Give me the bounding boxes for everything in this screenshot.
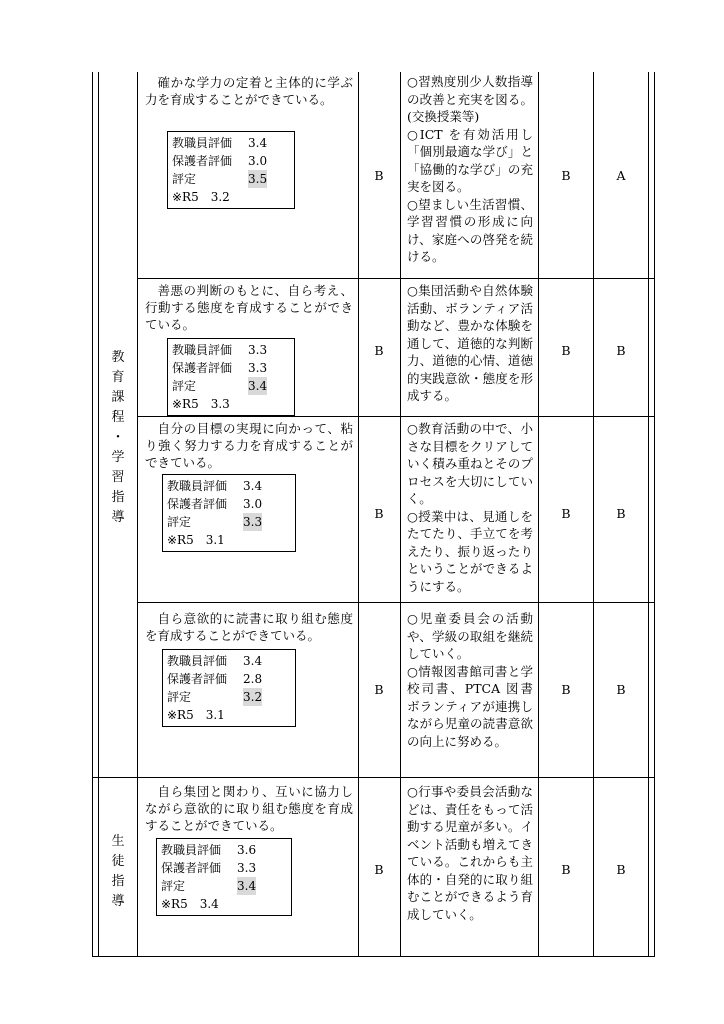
previous-score: ※R5 3.2 bbox=[172, 190, 230, 204]
measure-item: ○望ましい生活習慣、学習習慣の形成に向け、家庭への啓発を続ける。 bbox=[407, 196, 533, 264]
grade3-1: A bbox=[616, 168, 626, 183]
ratings-box-2 bbox=[167, 338, 295, 416]
grade1-1: B bbox=[374, 168, 384, 183]
outer-left-border-inner bbox=[98, 72, 99, 957]
outer-right-border bbox=[654, 72, 655, 957]
category-char: 程 bbox=[111, 410, 125, 425]
score-label: 評定 bbox=[167, 690, 192, 704]
criterion-text: 善悪の判断のもとに、自ら考え、行動する態度を育成することができている。 bbox=[145, 283, 353, 332]
parent-rating: 3.0 bbox=[243, 497, 263, 511]
staff-label: 教職員評価 bbox=[167, 654, 228, 668]
staff-rating: 3.3 bbox=[248, 343, 268, 357]
staff-rating: 3.6 bbox=[237, 843, 257, 857]
grade1-2: B bbox=[374, 343, 384, 358]
category-curriculum bbox=[110, 348, 126, 528]
staff-label: 教職員評価 bbox=[161, 843, 222, 857]
row-divider-3 bbox=[137, 602, 655, 603]
ratings-box-5 bbox=[156, 838, 292, 916]
previous-score: ※R5 3.3 bbox=[172, 397, 230, 411]
category-char: 教 bbox=[111, 350, 125, 365]
measure-item: ○集団活動や自然体験活動、ボランティア活動など、豊かな体験を通して、道徳的な判断力、道徳的心情、道徳的実践意欲・態度を形成する。 bbox=[407, 283, 533, 403]
ratings-box-4 bbox=[162, 649, 296, 727]
parent-label: 保護者評価 bbox=[167, 672, 228, 686]
measures-2 bbox=[407, 282, 533, 405]
grade3-3: B bbox=[616, 506, 626, 521]
parent-label: 保護者評価 bbox=[167, 497, 228, 511]
row-divider-1 bbox=[137, 278, 655, 279]
criterion-1 bbox=[145, 74, 353, 108]
measure-item: ○児童委員会の活動や、学級の取組を継続していく。 bbox=[407, 611, 533, 661]
previous-score: ※R5 3.1 bbox=[167, 533, 225, 547]
ratings-box-1 bbox=[167, 131, 295, 209]
parent-label: 保護者評価 bbox=[172, 361, 233, 375]
grade2-1: B bbox=[561, 168, 571, 183]
measures-3 bbox=[407, 420, 533, 595]
row-divider-2 bbox=[137, 416, 655, 417]
ratings-box-3 bbox=[162, 474, 296, 552]
grade3-2: B bbox=[616, 343, 626, 358]
measure-item: ○ICT を有効活用し「個別最適な学び」と「協働的な学び」の充実を図る。 bbox=[407, 126, 533, 194]
measure-item: ○教育活動の中で、小さな目標をクリアしていく積み重ねとそのプロセスを大切にしていく。 bbox=[407, 421, 533, 506]
category-char: 導 bbox=[111, 894, 125, 909]
measures-divider bbox=[538, 72, 539, 957]
category-char: 指 bbox=[111, 874, 125, 889]
category-char: 生 bbox=[111, 834, 125, 849]
staff-label: 教職員評価 bbox=[172, 136, 233, 150]
criterion-4 bbox=[145, 610, 353, 644]
overall-score: 3.4 bbox=[248, 379, 268, 393]
overall-score: 3.4 bbox=[237, 879, 257, 893]
score-label: 評定 bbox=[161, 879, 186, 893]
criterion-text: 自ら集団と関わり、互いに協力しながら意欲的に取り組む態度を育成することができている。 bbox=[145, 784, 353, 833]
category-guidance bbox=[110, 832, 126, 912]
overall-score: 3.3 bbox=[243, 515, 263, 529]
category-char: 徒 bbox=[111, 854, 125, 869]
parent-rating: 3.3 bbox=[248, 361, 268, 375]
criterion-5 bbox=[145, 783, 353, 834]
grade2-divider bbox=[593, 72, 594, 957]
grade1-4: B bbox=[374, 682, 384, 697]
grade1-divider bbox=[400, 72, 401, 957]
category-char: ・ bbox=[111, 430, 125, 445]
staff-rating: 3.4 bbox=[243, 479, 263, 493]
grade3-5: B bbox=[616, 862, 626, 877]
grade1-5: B bbox=[374, 862, 384, 877]
grade2-5: B bbox=[561, 862, 571, 877]
category-char: 課 bbox=[111, 390, 125, 405]
previous-score: ※R5 3.1 bbox=[167, 708, 225, 722]
staff-rating: 3.4 bbox=[248, 136, 268, 150]
measure-item: ○情報図書館司書と学校司書、PTCA 図書ボランティアが連携しながら児童の読書意欲の向上に努める。 bbox=[407, 663, 533, 749]
parent-rating: 2.8 bbox=[243, 672, 263, 686]
category-char: 育 bbox=[111, 370, 125, 385]
measure-item: ○習熟度別少人数指導の改善と充実を図る。(交換授業等) bbox=[407, 74, 533, 124]
measure-item: ○授業中は、見通しをたてたり、手立てを考えたり、振り返ったりということができるようにする。 bbox=[407, 508, 533, 594]
grade2-4: B bbox=[561, 682, 571, 697]
measure-item: ○行事や委員会活動などは、責任をもって活動する児童が多い。イベント活動も増えてきている。これからも主体的・自発的に取り組むことができるよう育成していく。 bbox=[407, 784, 533, 922]
row-divider-4 bbox=[92, 777, 655, 778]
category-char: 学 bbox=[111, 450, 125, 465]
staff-label: 教職員評価 bbox=[167, 479, 228, 493]
parent-rating: 3.3 bbox=[237, 861, 257, 875]
parent-label: 保護者評価 bbox=[161, 861, 222, 875]
category-divider bbox=[137, 72, 138, 957]
overall-score: 3.5 bbox=[248, 172, 268, 186]
previous-score: ※R5 3.4 bbox=[161, 897, 219, 911]
overall-score: 3.2 bbox=[243, 690, 263, 704]
criterion-text: 自分の目標の実現に向かって、粘り強く努力する力を育成することができている。 bbox=[145, 421, 353, 470]
grade3-divider bbox=[648, 72, 649, 957]
score-label: 評定 bbox=[167, 515, 192, 529]
grade2-3: B bbox=[561, 506, 571, 521]
grade1-3: B bbox=[374, 506, 384, 521]
measures-5 bbox=[407, 783, 533, 923]
table-bottom-border bbox=[92, 956, 655, 957]
measures-1 bbox=[407, 73, 533, 266]
grade3-4: B bbox=[616, 682, 626, 697]
score-label: 評定 bbox=[172, 172, 197, 186]
parent-label: 保護者評価 bbox=[172, 154, 233, 168]
category-char: 指 bbox=[111, 490, 125, 505]
criterion-text: 確かな学力の定着と主体的に学ぶ力を育成することができている。 bbox=[145, 75, 353, 107]
criterion-text: 自ら意欲的に読書に取り組む態度を育成することができている。 bbox=[145, 611, 353, 643]
staff-rating: 3.4 bbox=[243, 654, 263, 668]
grade2-2: B bbox=[561, 343, 571, 358]
criterion-2 bbox=[145, 282, 353, 333]
parent-rating: 3.0 bbox=[248, 154, 268, 168]
outer-left-border bbox=[92, 72, 93, 957]
score-label: 評定 bbox=[172, 379, 197, 393]
measures-4 bbox=[407, 610, 533, 750]
criterion-3 bbox=[145, 420, 353, 471]
category-char: 習 bbox=[111, 470, 125, 485]
staff-label: 教職員評価 bbox=[172, 343, 233, 357]
category-char: 導 bbox=[111, 510, 125, 525]
